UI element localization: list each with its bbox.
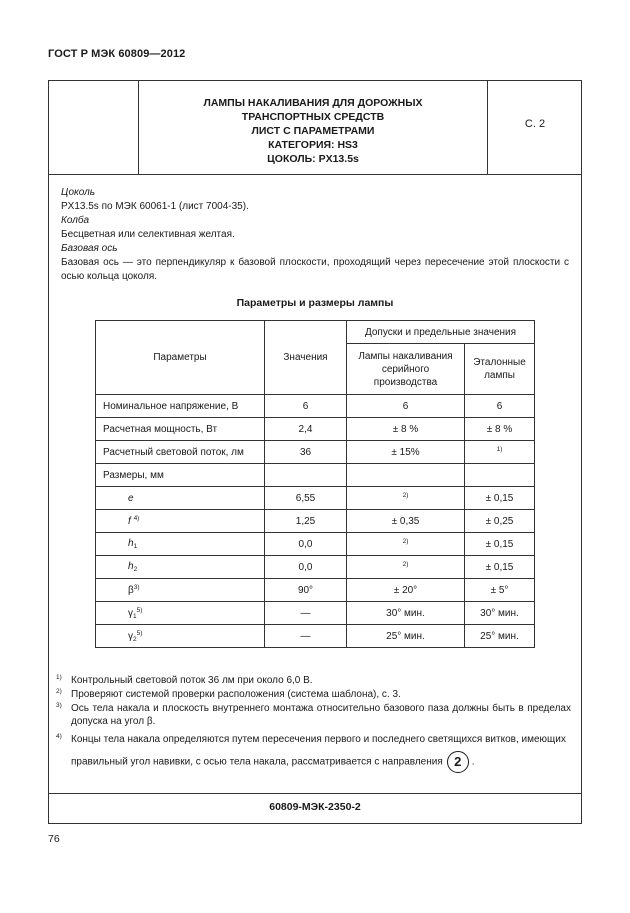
title-line: КАТЕГОРИЯ: HS3 <box>268 139 358 151</box>
row-serial <box>347 533 465 556</box>
row-serial: 30° мин. <box>347 602 465 625</box>
table-row <box>96 395 535 418</box>
bulb-text: Бесцветная или селективная желтая. <box>61 229 235 240</box>
footnote-mark: 3) <box>56 702 62 709</box>
row-value: 1,25 <box>265 510 347 533</box>
row-serial: 6 <box>347 395 465 418</box>
row-serial <box>347 487 465 510</box>
footnote-ref: 4) <box>133 515 140 522</box>
axis-text: Базовая ось — это перпендикуляр к базовой плоскости, проходящий через пересечение этой плоскости с осью кольца цоколя. <box>61 257 569 282</box>
row-value <box>265 464 347 487</box>
sheet-page-ref: С. 2 <box>524 118 546 130</box>
axis-heading: Базовая ось <box>61 243 118 254</box>
parameters-table <box>95 320 535 648</box>
table-row <box>96 441 535 464</box>
row-symbol: $\gamma_1^{5)}$ <box>96 602 265 625</box>
row-symbol: $h_2$ <box>96 556 265 579</box>
row-reference <box>465 441 535 464</box>
row-reference: ± 0,15 <box>465 533 535 556</box>
sheet-code: 60809-МЭК-2350-2 <box>269 801 361 813</box>
footnote-text: Ось тела накала и плоскость внутреннего монтажа относительно базового паза должны быть в пределах допуска на угол β. <box>71 703 571 727</box>
row-label: Номинальное напряжение, В <box>96 395 265 418</box>
row-value: — <box>265 602 347 625</box>
footnote <box>56 702 571 728</box>
footnote-text: Концы тела накала определяются путем пересечения первого и последнего светящихся витков, имеющих правильный угол навивки, с осью тела накала, рассматривается с направления 2 . <box>61 729 571 774</box>
row-serial: ± 0,35 <box>347 510 465 533</box>
row-serial: 25° мин. <box>347 625 465 648</box>
row-symbol: e <box>96 487 265 510</box>
row-symbol: $\gamma_2^{5)}$ <box>96 625 265 648</box>
table-row <box>96 510 535 533</box>
footnote-text: Контрольный световой поток 36 лм при около 6,0 В. <box>71 675 313 686</box>
row-reference: ± 8 % <box>465 418 535 441</box>
row-symbol: $h_1$ <box>96 533 265 556</box>
footnote-ref: 5) <box>136 606 143 614</box>
row-value: 6 <box>265 395 347 418</box>
row-reference: ± 0,25 <box>465 510 535 533</box>
title-line: ЦОКОЛЬ: PX13.5s <box>267 153 359 165</box>
row-value: 36 <box>265 441 347 464</box>
table-row <box>96 533 535 556</box>
header-reference: Эталонные лампы <box>465 344 535 395</box>
title-line: ЛИСТ С ПАРАМЕТРАМИ <box>251 125 375 137</box>
footnote-ref: 3) <box>133 584 140 591</box>
table-row <box>96 625 535 648</box>
row-value: 90° <box>265 579 347 602</box>
row-value: 0,0 <box>265 556 347 579</box>
row-label: Расчетная мощность, Вт <box>96 418 265 441</box>
row-serial: ± 15% <box>347 441 465 464</box>
table-row <box>96 464 535 487</box>
table-row <box>96 602 535 625</box>
row-reference: 25° мин. <box>465 625 535 648</box>
footnote-ref: 2) <box>402 538 409 545</box>
table-row <box>96 418 535 441</box>
row-reference: ± 0,15 <box>465 487 535 510</box>
row-serial: ± 20° <box>347 579 465 602</box>
row-reference <box>465 464 535 487</box>
row-reference: ± 0,15 <box>465 556 535 579</box>
row-value: 6,55 <box>265 487 347 510</box>
footer-divider <box>48 793 582 794</box>
header-params: Параметры <box>96 321 265 395</box>
footnote-ref: 2) <box>402 561 409 568</box>
cap-text: PX13.5s по МЭК 60061-1 (лист 7004-35). <box>61 201 249 212</box>
footnote <box>56 674 571 687</box>
sheet-title <box>138 96 488 166</box>
row-symbol: f $^{4)}$ <box>96 510 265 533</box>
row-value: — <box>265 625 347 648</box>
table-row <box>96 556 535 579</box>
footnote-ref: 1) <box>496 446 503 453</box>
title-line: ЛАМПЫ НАКАЛИВАНИЯ ДЛЯ ДОРОЖНЫХ <box>203 97 423 109</box>
footnote-ref: 2) <box>402 492 409 499</box>
row-reference: ± 5° <box>465 579 535 602</box>
view-direction-marker: 2 <box>447 751 469 773</box>
row-serial <box>347 464 465 487</box>
row-serial: ± 8 % <box>347 418 465 441</box>
row-reference: 30° мин. <box>465 602 535 625</box>
table-row <box>96 579 535 602</box>
footnote-mark: 4) <box>56 733 62 740</box>
footnote-ref: 5) <box>136 629 143 637</box>
header-divider <box>48 174 582 175</box>
header-values: Значения <box>265 321 347 395</box>
row-serial <box>347 556 465 579</box>
footnote-mark: 1) <box>56 674 62 681</box>
footnote-mark: 2) <box>56 688 62 695</box>
row-reference: 6 <box>465 395 535 418</box>
header-serial: Лампы накаливания серийного производства <box>347 344 465 395</box>
cap-heading: Цоколь <box>61 187 96 198</box>
standard-designation: ГОСТ Р МЭК 60809—2012 <box>48 48 186 60</box>
footnote <box>56 729 571 774</box>
row-symbol: $\beta^{3)}$ <box>96 579 265 602</box>
table-caption: Параметры и размеры лампы <box>236 297 394 309</box>
row-label: Расчетный световой поток, лм <box>96 441 265 464</box>
title-line: ТРАНСПОРТНЫХ СРЕДСТВ <box>241 111 385 123</box>
row-value: 2,4 <box>265 418 347 441</box>
row-value: 0,0 <box>265 533 347 556</box>
bulb-heading: Колба <box>61 215 90 226</box>
row-label: Размеры, мм <box>96 464 265 487</box>
table-row <box>96 487 535 510</box>
footnote <box>56 688 571 701</box>
page-number: 76 <box>48 833 60 845</box>
header-tolerances: Допуски и предельные значения <box>347 321 535 344</box>
footnote-text: Проверяют системой проверки расположения (система шаблона), с. 3. <box>71 689 401 700</box>
